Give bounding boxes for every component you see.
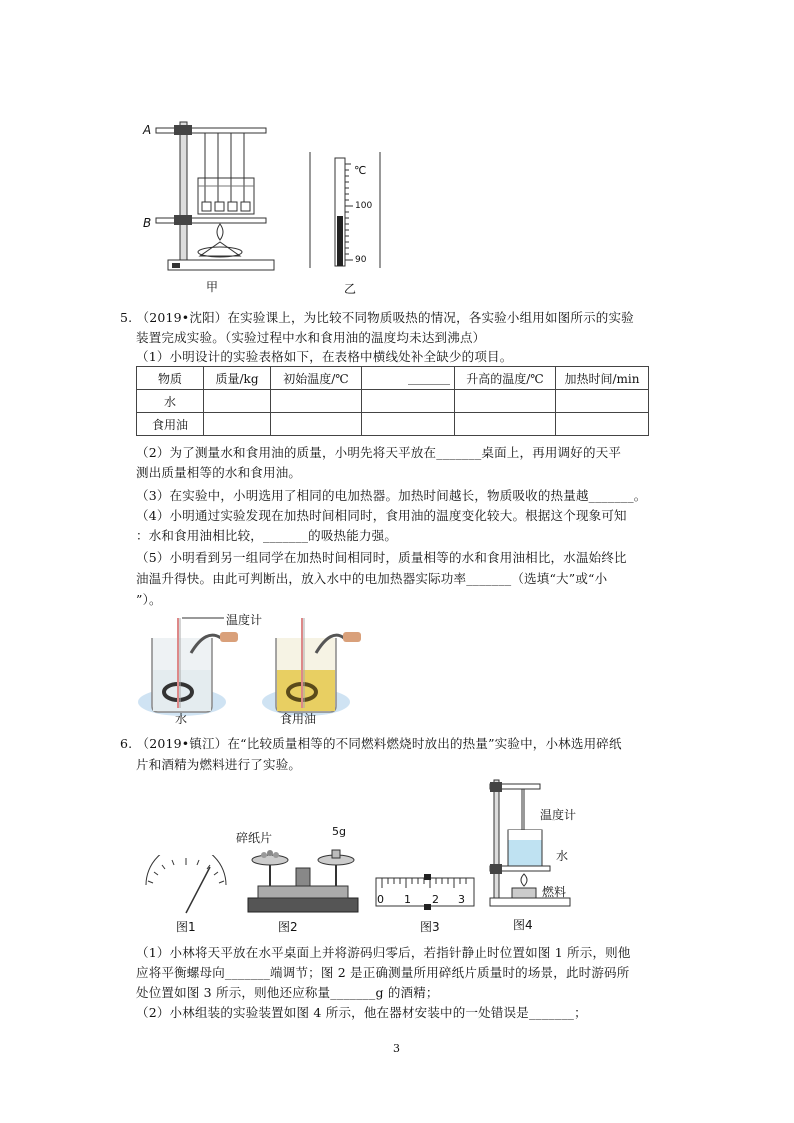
q5-sub1: （1）小明设计的实验表格如下，在表格中横线处补全缺少的项目。 xyxy=(136,349,513,364)
scale-0: 0 xyxy=(377,893,384,906)
caption-fig4: 图4 xyxy=(513,918,533,932)
q6-sub1b: 应将平衡螺母向_______端调节；图 2 是正确测量所用碎纸片质量时的场景，此时游码所 xyxy=(136,965,630,980)
stand-rod xyxy=(180,122,187,260)
q5-sub5a: （5）小明看到另一组同学在加热时间相同时，质量相等的水和食用油相比，水温始终比 xyxy=(136,550,627,565)
table-cell: 食用油 xyxy=(137,413,204,436)
thermometer-mercury xyxy=(337,216,343,266)
caption-jia: 甲 xyxy=(206,280,219,294)
scale-1: 1 xyxy=(404,893,411,906)
stand-base xyxy=(168,260,274,270)
label-a: A xyxy=(143,123,152,137)
fig-paper-label: 碎纸片 xyxy=(236,831,273,845)
table-header: 升高的温度/℃ xyxy=(455,367,556,390)
table-row xyxy=(137,390,649,413)
top-figure xyxy=(130,118,390,298)
table-header: 加热时间/min xyxy=(556,367,649,390)
q6-line2: 片和酒精为燃料进行了实验。 xyxy=(136,757,302,772)
fig-thermometer-label: 温度计 xyxy=(226,613,263,627)
q5-line1: 5. （2019•沈阳）在实验课上，为比较不同物质吸热的情况，各实验小组用如图所示的实验 xyxy=(120,310,634,325)
q6-sub1c: 处位置如图 3 所示，则他还应称量_______g 的酒精； xyxy=(136,985,439,1000)
fig4-thermometer-label: 温度计 xyxy=(540,808,577,822)
fig4-water-label: 水 xyxy=(556,849,569,863)
caption-fig1: 图1 xyxy=(176,920,196,934)
q5-line2: 装置完成实验。（实验过程中水和食用油的温度均未达到沸点） xyxy=(136,330,486,345)
thermo-100: 100 xyxy=(355,201,373,211)
fig1-dial xyxy=(140,855,230,915)
scale-2: 2 xyxy=(432,893,439,906)
label-b: B xyxy=(143,216,152,230)
table-header: 初始温度/℃ xyxy=(271,367,362,390)
q5-sub2a: （2）为了测量水和食用油的质量，小明先将天平放在_______桌面上，再用调好的天平 xyxy=(136,445,622,460)
q5-table xyxy=(136,366,649,436)
page-number: 3 xyxy=(393,1042,400,1055)
thermo-unit: ℃ xyxy=(354,164,367,177)
rider-bottom xyxy=(424,904,431,910)
q5-sub4b: ：水和食用油相比较，_______的吸热能力强。 xyxy=(136,528,398,543)
q5-sub2b: 测出质量相等的水和食用油。 xyxy=(136,465,302,480)
caption-fig2: 图2 xyxy=(278,920,298,934)
fig4-fuel-label: 燃料 xyxy=(542,885,567,899)
fig2-balance xyxy=(244,838,362,918)
table-cell: 水 xyxy=(137,390,204,413)
q5-sub3: （3）在实验中，小明选用了相同的电加热器。加热时间越长，物质吸收的热量越_______。 xyxy=(136,488,647,503)
q5-sub5b: 油温升得快。由此可判断出，放入水中的电加热器实际功率_______（选填“大”或“小 xyxy=(136,571,608,586)
table-row xyxy=(137,413,649,436)
scale-3: 3 xyxy=(458,893,465,906)
fig-water-label: 水 xyxy=(175,712,188,726)
q6-sub2: （2）小林组装的实验装置如图 4 所示，他在器材安装中的一处错误是_______； xyxy=(136,1005,587,1020)
table-header-blank: _______ xyxy=(362,367,455,390)
q6-sub1a: （1）小林将天平放在水平桌面上并将游码归零后，若指针静止时位置如图 1 所示，则他 xyxy=(136,945,631,960)
q6-line1: 6. （2019•镇江）在“比较质量相等的不同燃料燃烧时放出的热量”实验中，小林选用碎纸 xyxy=(120,736,622,751)
caption-yi: 乙 xyxy=(344,282,357,296)
table-header: 物质 xyxy=(137,367,204,390)
table-header-row xyxy=(137,367,649,390)
fig-oil-label: 食用油 xyxy=(280,712,317,726)
q5-sub4a: （4）小明通过实验发现在加热时间相同时，食用油的温度变化较大。根据这个现象可知 xyxy=(136,508,627,523)
fig-5g-label: 5g xyxy=(332,825,346,838)
rider-top xyxy=(424,874,431,880)
caption-fig3: 图3 xyxy=(420,920,440,934)
dial-pointer xyxy=(186,867,210,913)
thermo-90: 90 xyxy=(355,255,367,265)
q5-sub5c: ”）。 xyxy=(136,592,162,607)
table-header: 质量/kg xyxy=(204,367,271,390)
